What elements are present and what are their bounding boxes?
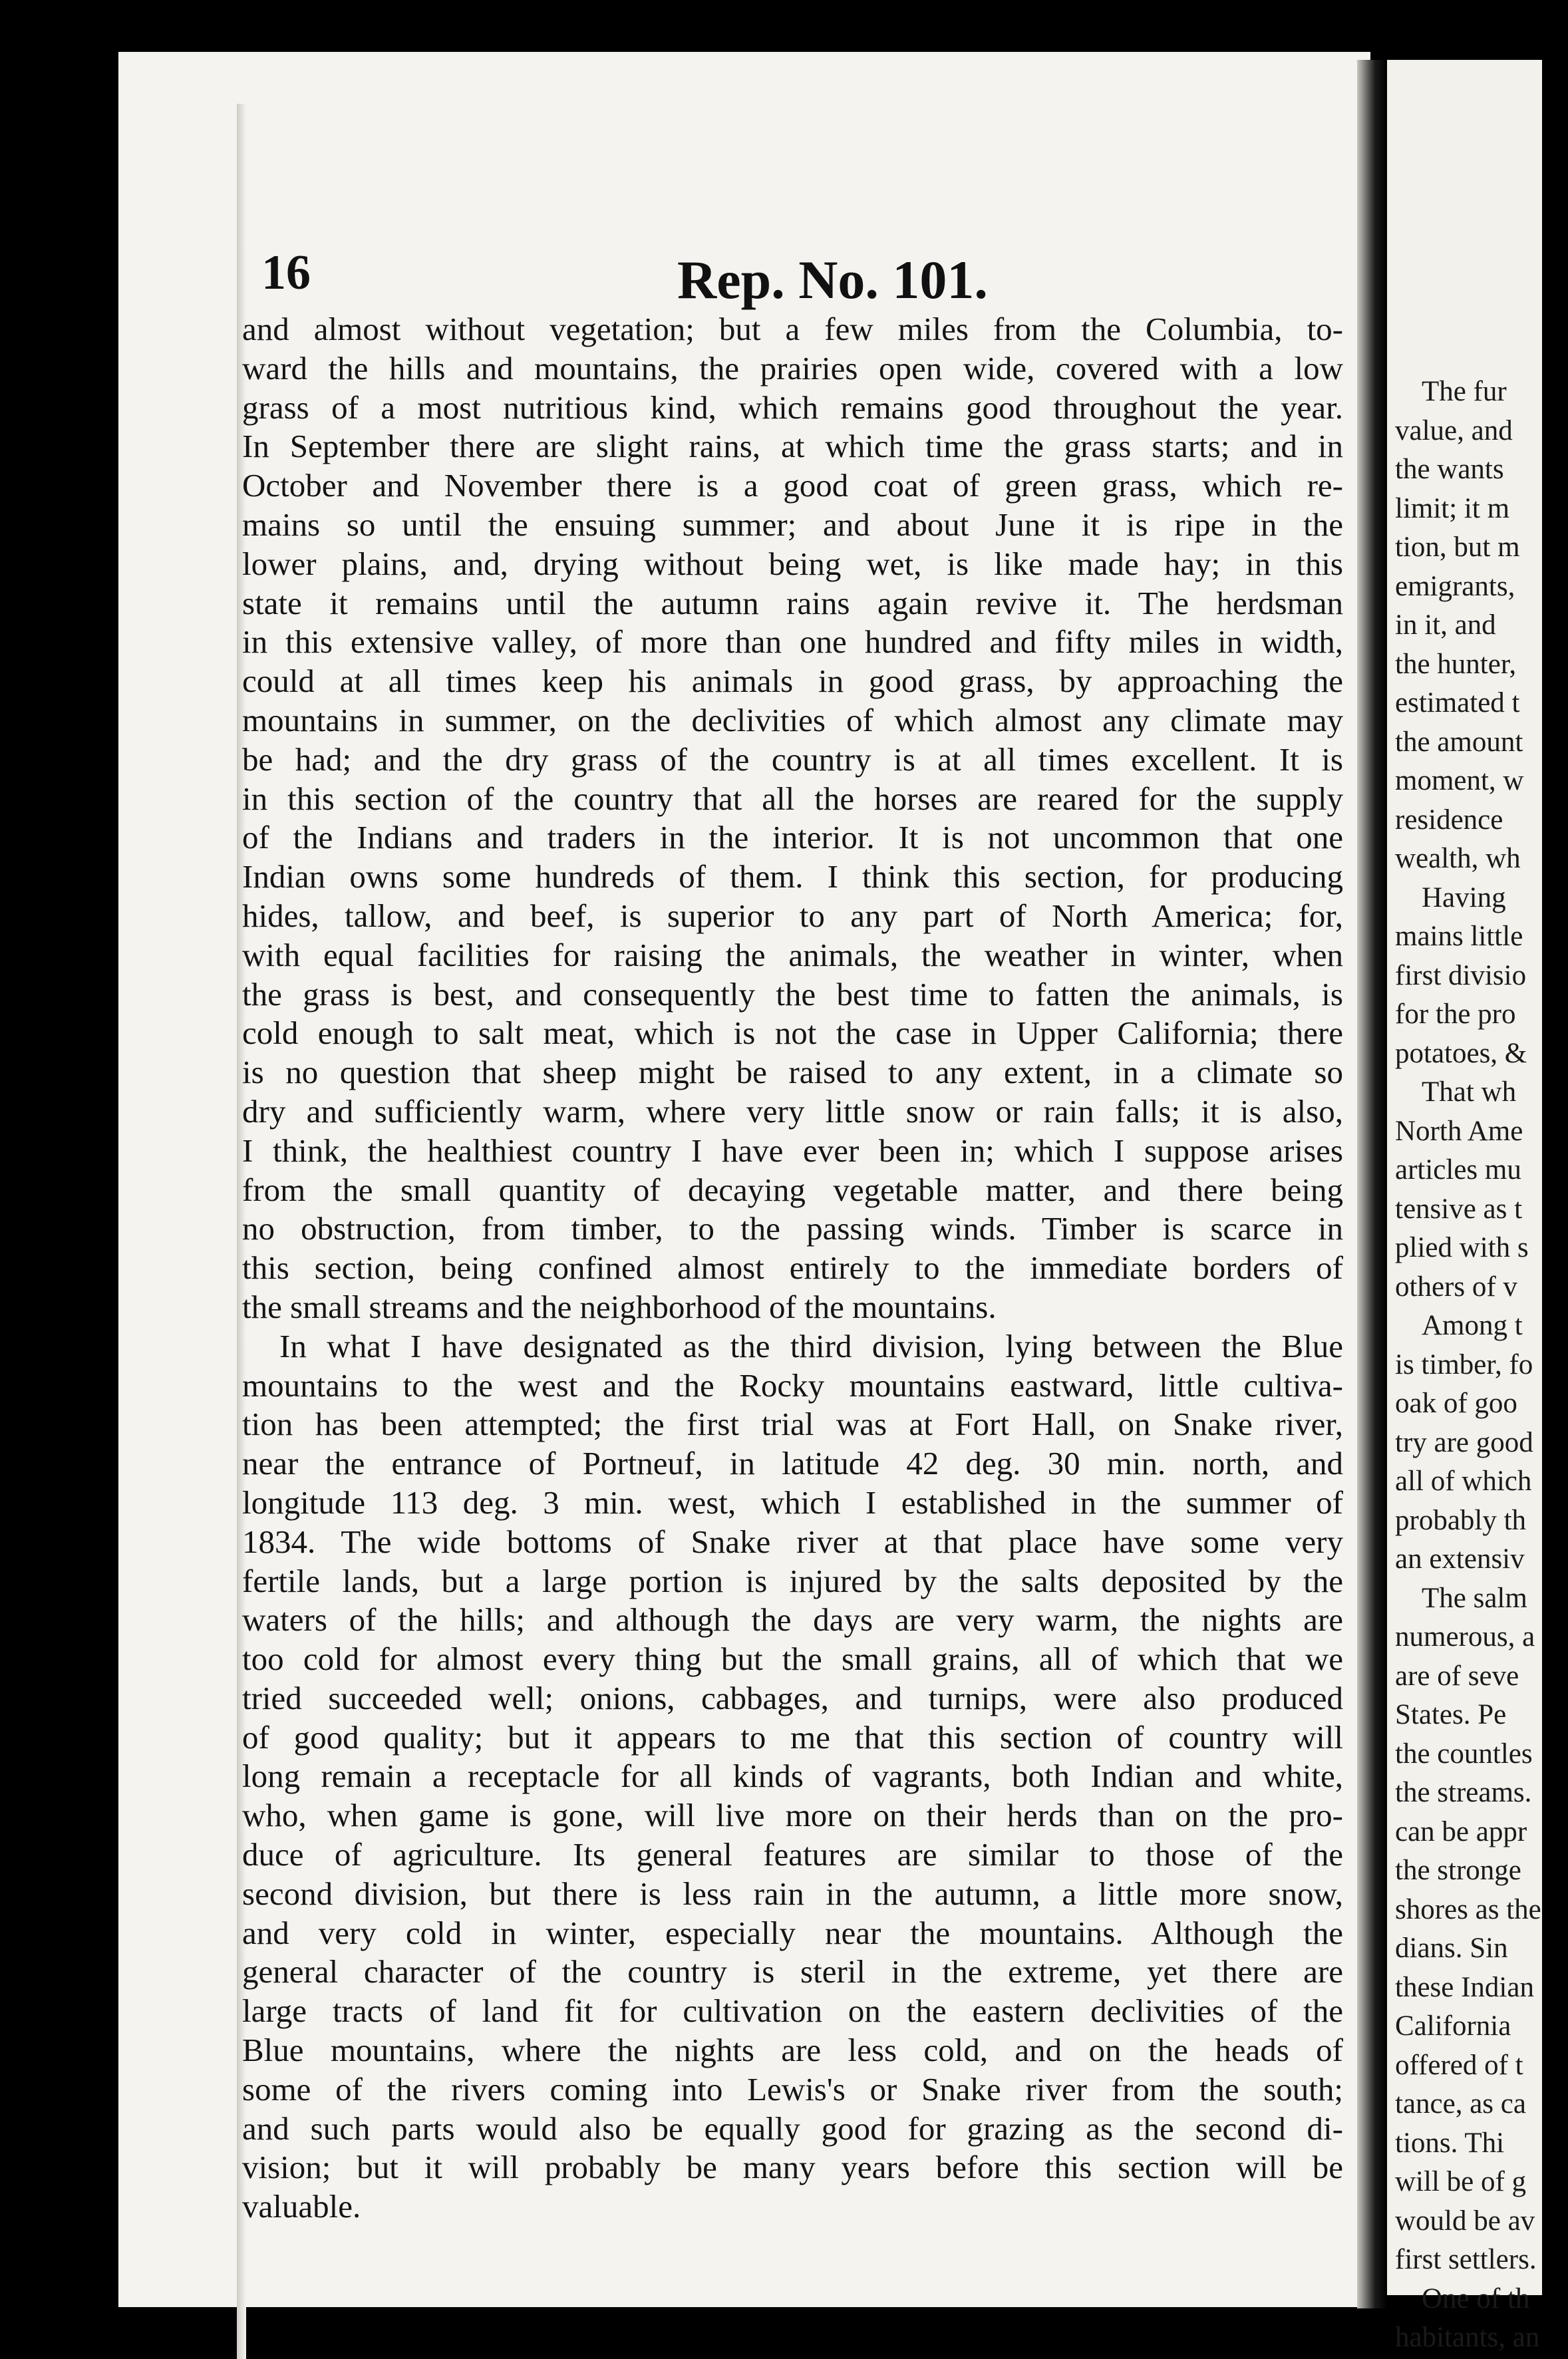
- text-line: near the entrance of Portneuf, in latitude 42 deg. 30 min. north, and: [242, 1445, 1343, 1482]
- text-line: vision; but it will probably be many years before this section will be: [242, 2149, 1343, 2186]
- right-text-line: try are good: [1395, 1426, 1533, 1458]
- right-text-line: wealth, wh: [1395, 843, 1521, 874]
- text-line: Blue mountains, where the nights are less cold, and on the heads of: [242, 2032, 1343, 2069]
- text-line: longitude 113 deg. 3 min. west, which I established in the summer of: [242, 1484, 1343, 1521]
- right-text-line: emigrants,: [1395, 570, 1515, 602]
- text-line: mains so until the ensuing summer; and about June it is ripe in the: [242, 506, 1343, 543]
- right-text-line: Having: [1422, 881, 1506, 913]
- text-line: too cold for almost every thing but the small grains, all of which that we: [242, 1641, 1343, 1678]
- text-line: of the Indians and traders in the interior. It is not uncommon that one: [242, 819, 1343, 856]
- text-line: hides, tallow, and beef, is superior to any part of North America; for,: [242, 897, 1343, 934]
- right-text-line: others of v: [1395, 1271, 1517, 1303]
- right-text-line: articles mu: [1395, 1154, 1521, 1185]
- text-line: In what I have designated as the third division, lying between the Blue: [279, 1327, 1343, 1364]
- right-text-line: will be of g: [1395, 2166, 1527, 2197]
- text-line: and almost without vegetation; but a few miles from the Columbia, to-: [242, 311, 1343, 347]
- right-text-line: first settlers.: [1395, 2244, 1537, 2275]
- right-text-line: oak of goo: [1395, 1388, 1517, 1419]
- right-text-line: habitants, an: [1395, 2322, 1540, 2353]
- right-text-line: shores as the: [1395, 1893, 1541, 1925]
- right-text-line: the stronge: [1395, 1855, 1521, 1886]
- right-text-line: in it, and: [1395, 609, 1496, 641]
- right-text-line: residence: [1395, 804, 1503, 836]
- text-line: lower plains, and, drying without being wet, is like made hay; in this: [242, 545, 1343, 582]
- right-text-line: offered of t: [1395, 2049, 1523, 2081]
- text-line: long remain a receptacle for all kinds of vagrants, both Indian and white,: [242, 1758, 1343, 1795]
- text-line: in this extensive valley, of more than one hundred and fifty miles in width,: [242, 623, 1343, 661]
- text-line: and very cold in winter, especially near the mountains. Although the: [242, 1914, 1343, 1951]
- text-line: in this section of the country that all the horses are reared for the supply: [242, 780, 1343, 817]
- text-line: some of the rivers coming into Lewis's or Snake river from the south;: [242, 2070, 1343, 2108]
- page-header: [118, 192, 1370, 310]
- text-line: of good quality; but it appears to me that this section of country will: [242, 1718, 1343, 1756]
- text-line: mountains to the west and the Rocky mountains eastward, little cultiva-: [242, 1366, 1343, 1404]
- text-line: grass of a most nutritious kind, which remains good throughout the year.: [242, 389, 1343, 426]
- right-text-line: probably th: [1395, 1504, 1527, 1536]
- left-page: [118, 52, 1370, 2307]
- right-text-line: tions. Thi: [1395, 2127, 1505, 2159]
- right-text-line: first divisio: [1395, 959, 1527, 991]
- text-line: dry and sufficiently warm, where very little snow or rain falls; it is also,: [242, 1092, 1343, 1130]
- right-text-line: potatoes, &: [1395, 1037, 1527, 1069]
- text-line: Indian owns some hundreds of them. I think this section, for producing: [242, 858, 1343, 895]
- text-line: could at all times keep his animals in good grass, by approaching the: [242, 663, 1343, 700]
- text-line: large tracts of land fit for cultivation on the eastern declivities of the: [242, 1992, 1343, 2030]
- text-line: state it remains until the autumn rains again revive it. The herdsman: [242, 584, 1343, 621]
- right-text-line: Among t: [1422, 1310, 1523, 1341]
- right-page-fragment: [1387, 60, 1542, 2353]
- text-line: the grass is best, and consequently the best time to fatten the animals, is: [242, 975, 1343, 1013]
- text-line: and such parts would also be equally good for grazing as the second di-: [242, 2110, 1343, 2147]
- right-text-line: mains little: [1395, 921, 1523, 952]
- text-line: be had; and the dry grass of the country is at all times excellent. It is: [242, 740, 1343, 778]
- text-line: cold enough to salt meat, which is not the case in Upper California; there: [242, 1015, 1343, 1052]
- text-line: general character of the country is steril in the extreme, yet there are: [242, 1953, 1343, 1990]
- right-text-line: an extensiv: [1395, 1543, 1525, 1575]
- text-line: mountains in summer, on the declivities of which almost any climate may: [242, 701, 1343, 738]
- running-head: Rep. No. 101.: [677, 249, 988, 310]
- right-text-line: tion, but m: [1395, 532, 1520, 563]
- right-text-line: for the pro: [1395, 999, 1516, 1030]
- right-text-line: tensive as t: [1395, 1193, 1523, 1225]
- text-line: I think, the healthiest country I have ever been in; which I suppose arises: [242, 1132, 1343, 1169]
- right-text-line: the wants: [1395, 454, 1504, 485]
- text-line: waters of the hills; and although the days are very warm, the nights are: [242, 1601, 1343, 1639]
- right-text-line: the hunter,: [1395, 648, 1517, 680]
- right-text-line: the countles: [1395, 1738, 1533, 1770]
- right-text-line: That wh: [1422, 1076, 1517, 1108]
- text-line: the small streams and the neighborhood of the mountains.: [242, 1288, 997, 1325]
- text-line: who, when game is gone, will live more on their herds than on the pro-: [242, 1797, 1343, 1834]
- right-text-line: The salm: [1422, 1582, 1527, 1614]
- right-text-line: plied with s: [1395, 1232, 1529, 1263]
- right-text-line: can be appr: [1395, 1815, 1527, 1847]
- text-line: October and November there is a good coat of green grass, which re-: [242, 467, 1343, 504]
- right-text-line: these Indian: [1395, 1971, 1534, 2003]
- right-text-line: limit; it m: [1395, 492, 1510, 524]
- text-line: tried succeeded well; onions, cabbages, and turnips, were also produced: [242, 1679, 1343, 1716]
- right-text-line: all of which: [1395, 1466, 1532, 1497]
- right-text-line: The fur: [1422, 376, 1507, 407]
- right-text-line: One of th: [1422, 2282, 1530, 2314]
- right-text-line: estimated t: [1395, 687, 1520, 718]
- right-text-line: value, and: [1395, 414, 1513, 446]
- text-line: 1834. The wide bottoms of Snake river at that place have some very: [242, 1523, 1343, 1560]
- text-line: no obstruction, from timber, to the passing winds. Timber is scarce in: [242, 1210, 1343, 1247]
- right-text-line: North Ame: [1395, 1115, 1523, 1147]
- text-line: tion has been attempted; the first trial was at Fort Hall, on Snake river,: [242, 1406, 1343, 1443]
- text-line: this section, being confined almost entirely to the immediate borders of: [242, 1249, 1343, 1287]
- right-text-line: States. Pe: [1395, 1699, 1507, 1730]
- gutter-shadow: [1357, 60, 1387, 2308]
- text-line: fertile lands, but a large portion is injured by the salts deposited by the: [242, 1562, 1343, 1599]
- right-text-line: California: [1395, 2010, 1511, 2042]
- right-text-line: dians. Sin: [1395, 1933, 1508, 1964]
- right-text-line: would be av: [1395, 2205, 1535, 2237]
- text-line: ward the hills and mountains, the prairies open wide, covered with a low: [242, 349, 1343, 387]
- right-text-line: the amount: [1395, 726, 1523, 758]
- text-line: valuable.: [242, 2188, 361, 2225]
- right-text-line: numerous, a: [1395, 1621, 1535, 1652]
- body-text: [242, 310, 1343, 2227]
- text-line: is no question that sheep might be raised to any extent, in a climate so: [242, 1054, 1343, 1091]
- right-text-line: are of seve: [1395, 1660, 1519, 1692]
- text-line: second division, but there is less rain in the autumn, a little more snow,: [242, 1875, 1343, 1912]
- page-number: 16: [261, 245, 311, 300]
- right-text-line: is timber, fo: [1395, 1348, 1533, 1380]
- right-text-line: moment, w: [1395, 765, 1524, 796]
- right-text-line: the streams.: [1395, 1777, 1532, 1808]
- text-line: from the small quantity of decaying vegetable matter, and there being: [242, 1171, 1343, 1208]
- right-page-column: [1395, 373, 1568, 2358]
- text-line: In September there are slight rains, at which time the grass starts; and in: [242, 428, 1343, 465]
- right-text-line: tance, as ca: [1395, 2088, 1526, 2120]
- text-line: duce of agriculture. Its general features are similar to those of the: [242, 1836, 1343, 1873]
- text-line: with equal facilities for raising the animals, the weather in winter, when: [242, 936, 1343, 973]
